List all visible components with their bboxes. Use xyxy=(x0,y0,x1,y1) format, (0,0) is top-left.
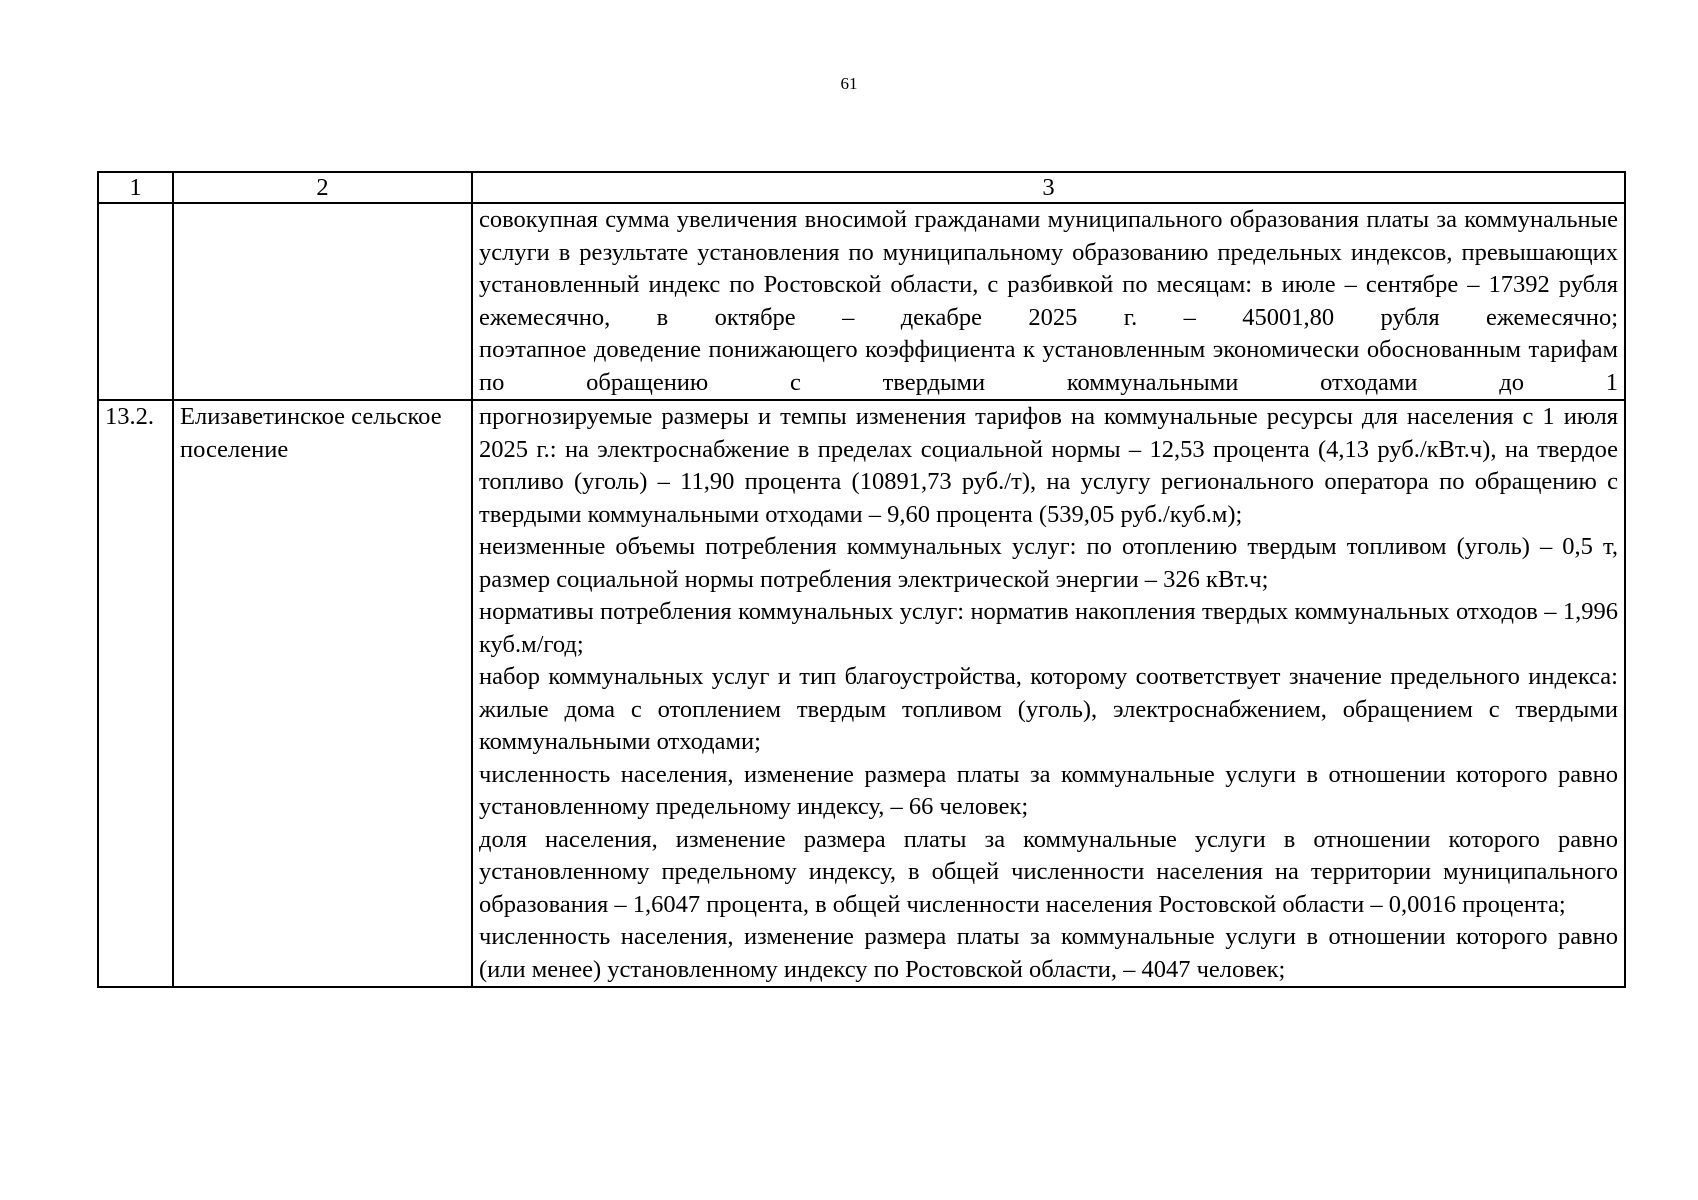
content-paragraph: совокупная сумма увеличения вносимой гражданами муниципального образования платы за коммунальные услуги в результате установления по муниципальному образованию предельных индексов, превышающих установленный индекс по Ростовской области, с разбивкой по месяцам: в июле – сентябре – 17392 рубля ежемесячно, в октябре – декабре 2025 г. – 45001,80 рубля ежемесячно; xyxy=(479,206,1618,331)
content-paragraph: набор коммунальных услуг и тип благоустройства, которому соответствует значение предельного индекса: жилые дома с отоплением твердым топливом (уголь), электроснабжением, обращением с твердыми коммунальными отходами; xyxy=(479,663,1618,755)
table-row xyxy=(98,203,1625,400)
page-number: 61 xyxy=(840,74,858,93)
content-paragraph: численность населения, изменение размера платы за коммунальные услуги в отношении которого равно установленному предельному индексу, – 66 человек; xyxy=(479,760,1618,820)
column-header: 2 xyxy=(173,172,472,203)
content-paragraph: доля населения, изменение размера платы за коммунальные услуги в отношении которого равно установленному предельному индексу, в общей численности населения на территории муниципального образования – 1,6047 процента, в общей численности населения Ростовской области – 0,0016 процента; xyxy=(479,825,1618,918)
municipality-name xyxy=(173,203,472,400)
content-paragraph: неизменные объемы потребления коммунальных услуг: по отоплению твердым топливом (уголь) – 0,5 т, размер социальной нормы потребления электрической энергии – 326 кВт.ч; xyxy=(479,533,1618,593)
column-header: 3 xyxy=(472,172,1625,203)
row-number xyxy=(98,203,173,400)
row-content xyxy=(472,203,1625,400)
content-paragraph: численность населения, изменение размера платы за коммунальные услуги в отношении которого равно (или менее) установленному индексу по Ростовской области, – 4047 человек; xyxy=(479,923,1618,983)
content-paragraph: нормативы потребления коммунальных услуг: норматив накопления твердых коммунальных отходов – 1,996 куб.м/год; xyxy=(479,598,1618,658)
column-header: 1 xyxy=(98,172,173,203)
data-table xyxy=(97,171,1626,988)
municipality-name: Елизаветинское сельское поселение xyxy=(173,400,472,987)
row-number: 13.2. xyxy=(98,400,173,987)
row-content xyxy=(472,400,1625,987)
table-row xyxy=(98,400,1625,987)
table-header-row xyxy=(98,172,1625,203)
content-paragraph: прогнозируемые размеры и темпы изменения тарифов на коммунальные ресурсы для населения с 1 июля 2025 г.: на электроснабжение в пределах социальной нормы – 12,53 процента (4,13 руб./кВт.ч), на твердое топливо (уголь) – 11,90 процента (10891,73 руб./т), на услугу регионального оператора по обращению с твердыми коммунальными отходами – 9,60 процента (539,05 руб./куб.м); xyxy=(479,403,1618,528)
content-paragraph: поэтапное доведение понижающего коэффициента к установленным экономически обоснованным тарифам по обращению с твердыми коммунальными отходами до 1 xyxy=(479,336,1618,396)
